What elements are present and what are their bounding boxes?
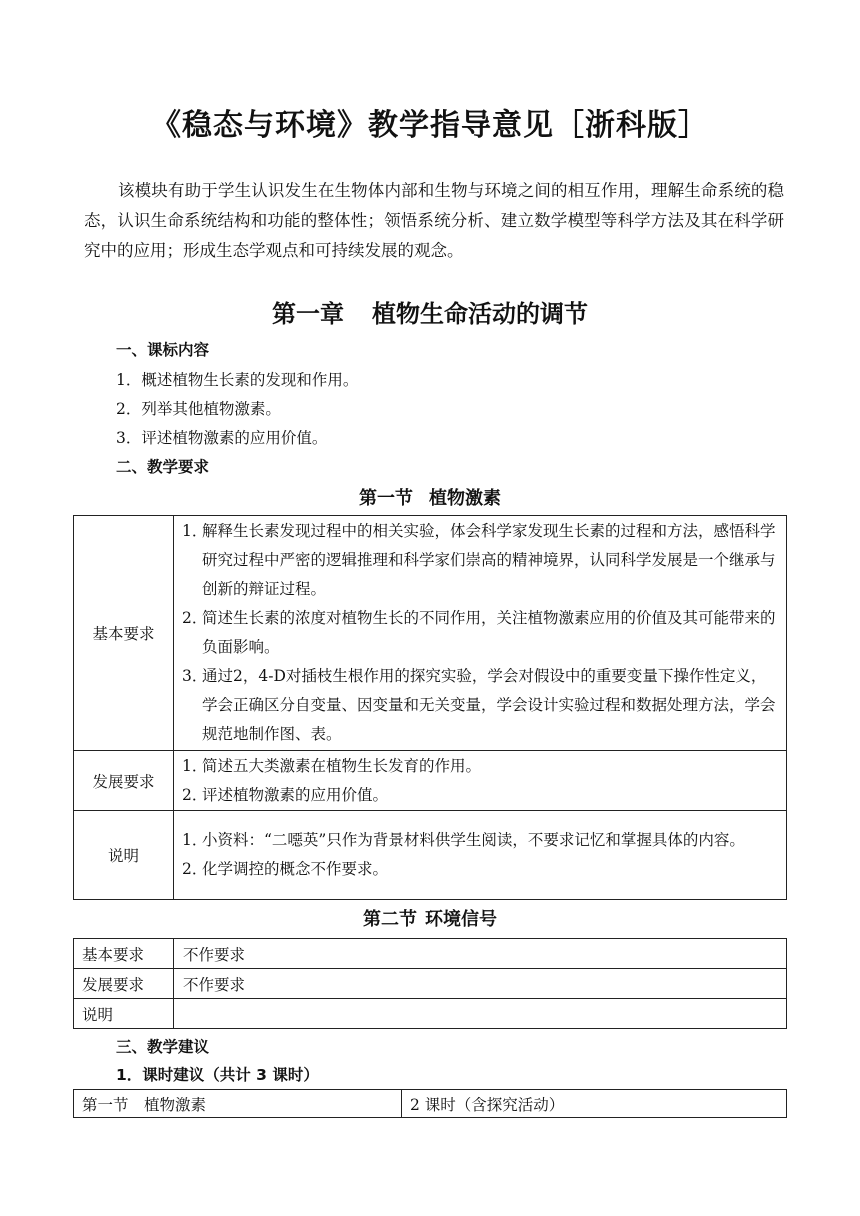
row-content [174, 811, 787, 900]
table-row [74, 969, 787, 999]
document-title: 《稳态与环境》教学指导意见［浙科版］ [151, 108, 709, 143]
table-row [74, 811, 787, 900]
curriculum-item: 3．评述植物激素的应用价值。 [116, 429, 328, 447]
section2-name: 环境信号 [425, 909, 497, 930]
item-number: 1． [182, 522, 208, 540]
section2-requirements-table [73, 938, 787, 1029]
row-label: 发展要求 [74, 969, 174, 999]
list-item [174, 781, 786, 810]
hours-cell: 2 课时（含探究活动） [402, 1090, 787, 1118]
row-label: 基本要求 [74, 939, 174, 969]
chapter-number: 第一章 [272, 300, 344, 328]
intro-paragraph: 该模块有助于学生认识发生在生物体内部和生物与环境之间的相互作用，理解生命系统的稳态，认识生命系统结构和功能的整体性；领悟系统分析、建立数学模型等科学方法及其在科学研究中的应用；形成生态学观点和可持续发展的观念。 [84, 181, 784, 260]
section2-title [0, 905, 860, 931]
list-item [174, 855, 786, 884]
list-item [174, 517, 786, 604]
item-text: 评述植物激素的应用价值。 [202, 785, 389, 804]
list-item [174, 826, 786, 855]
list-item [174, 604, 786, 662]
section1-title [0, 484, 860, 510]
item-text: 化学调控的概念不作要求。 [202, 860, 389, 878]
item-text: 通过2，4-D对插枝生根作用的探究实验，学会对假设中的重要变量下操作性定义，学会正确区分自变量、因变量和无关变量，学会设计实验过程和数据处理方法，学会规范地制作图、表。 [202, 667, 776, 743]
item-text: 简述生长素的浓度对植物生长的不同作用，关注植物激素应用的价值及其可能带来的负面影响。 [202, 609, 776, 656]
teaching-suggestions-heading: 三、教学建议 [116, 1038, 210, 1056]
item-number: 2． [182, 785, 208, 804]
item-number: 2． [182, 860, 208, 878]
table-row [74, 1090, 787, 1118]
curriculum-item: 1．概述植物生长素的发现和作用。 [116, 371, 359, 389]
item-number: 2． [182, 609, 208, 627]
curriculum-item: 2．列举其他植物激素。 [116, 400, 281, 418]
chapter-name: 植物生命活动的调节 [372, 300, 588, 328]
section1-number: 第一节 [359, 488, 413, 509]
table-row [74, 999, 787, 1029]
table-row [74, 751, 787, 811]
table-row [74, 516, 787, 751]
list-item [174, 662, 786, 749]
row-content [174, 516, 787, 751]
row-value [174, 999, 787, 1029]
curriculum-heading: 一、课标内容 [116, 341, 210, 359]
section1-name: 植物激素 [429, 488, 501, 509]
section2-number: 第二节 [363, 909, 417, 930]
row-label: 说明 [74, 999, 174, 1029]
section1-requirements-table [73, 515, 787, 900]
item-number: 1． [182, 756, 208, 775]
section-cell: 第一节 植物激素 [74, 1090, 402, 1118]
item-number: 3． [182, 667, 208, 685]
list-item [174, 752, 786, 781]
row-label: 说明 [74, 811, 174, 900]
class-hours-table [73, 1089, 787, 1118]
item-number: 1． [182, 831, 208, 849]
item-text: 简述五大类激素在植物生长发育的作用。 [202, 756, 482, 775]
item-text: 小资料：“二噁英”只作为背景材料供学生阅读，不要求记忆和掌握具体的内容。 [202, 831, 745, 849]
row-value: 不作要求 [174, 969, 787, 999]
chapter-title [0, 294, 860, 329]
class-hours-heading: 1．课时建议（共计 3 课时） [116, 1066, 319, 1084]
item-text: 解释生长素发现过程中的相关实验，体会科学家发现生长素的过程和方法，感悟科学研究过程中严密的逻辑推理和科学家们崇高的精神境界，认同科学发展是一个继承与创新的辩证过程。 [202, 522, 776, 598]
row-label: 发展要求 [74, 751, 174, 811]
row-content [174, 751, 787, 811]
teaching-requirements-heading: 二、教学要求 [116, 458, 210, 476]
table-row [74, 939, 787, 969]
row-value: 不作要求 [174, 939, 787, 969]
row-label: 基本要求 [74, 516, 174, 751]
